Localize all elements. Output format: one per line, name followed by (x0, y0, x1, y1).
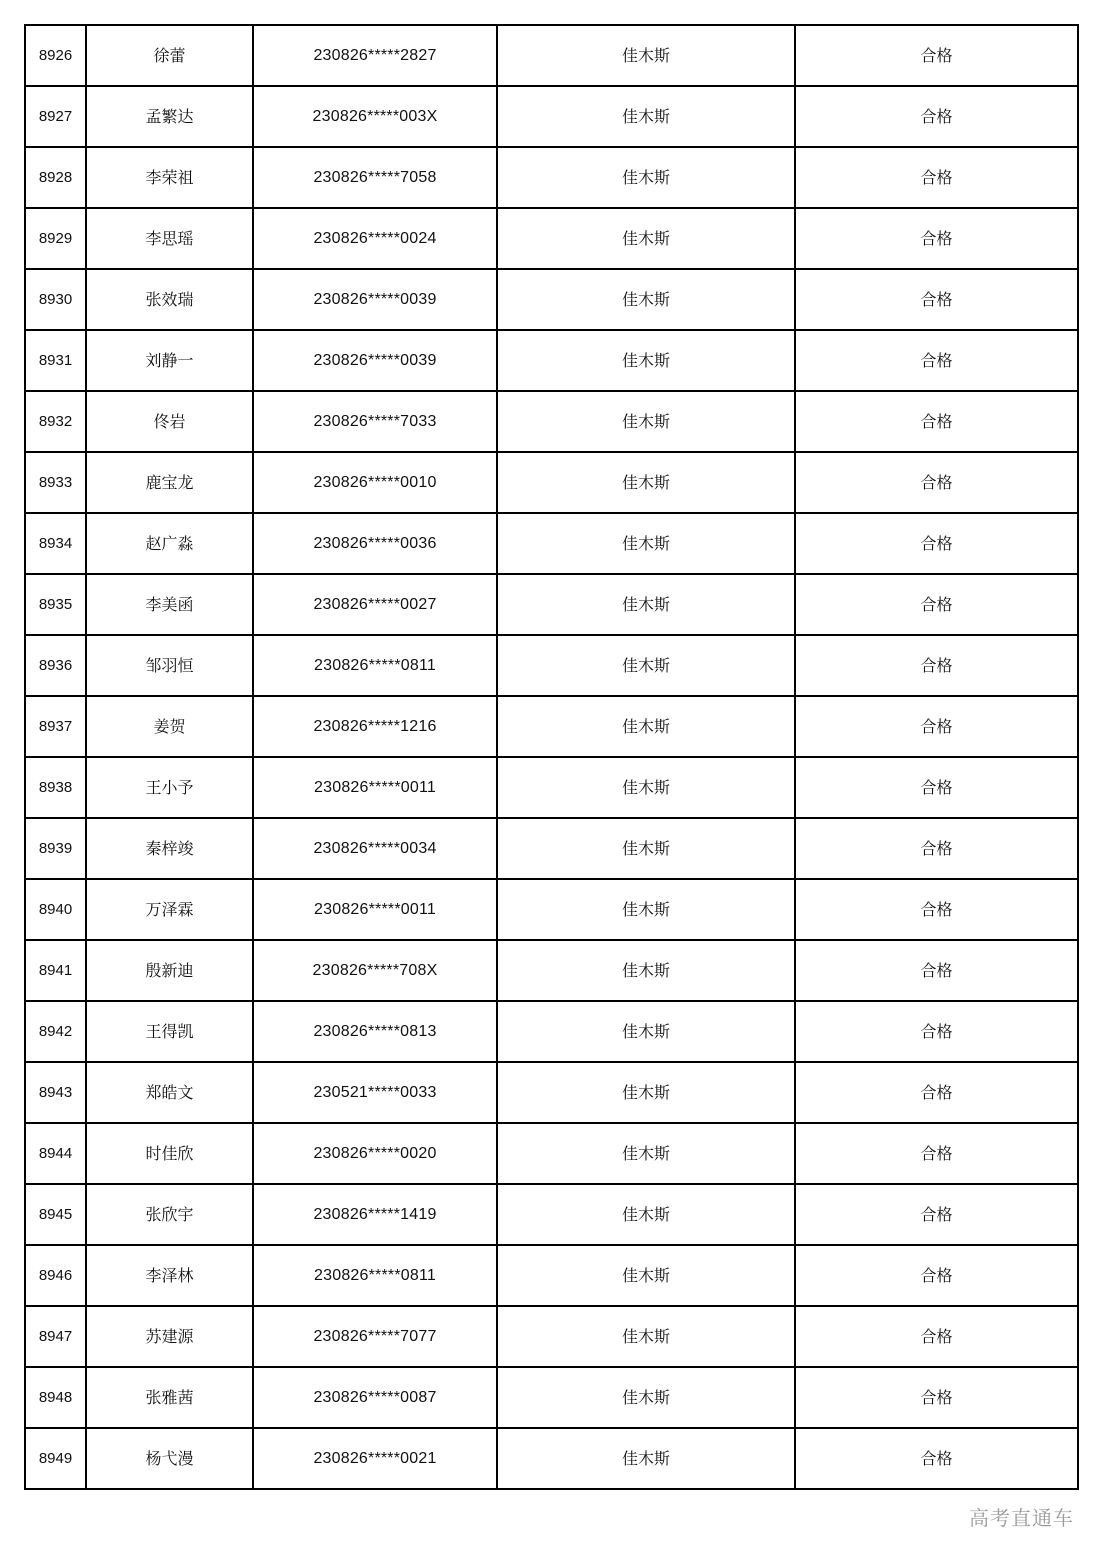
row-number: 8929 (25, 208, 86, 269)
location: 佳木斯 (497, 330, 795, 391)
row-number: 8943 (25, 1062, 86, 1123)
id-number: 230826*****1216 (253, 696, 497, 757)
table-row (25, 818, 1078, 879)
candidate-name: 苏建源 (86, 1306, 253, 1367)
result: 合格 (795, 513, 1078, 574)
row-number: 8931 (25, 330, 86, 391)
id-number: 230826*****0011 (253, 757, 497, 818)
id-number: 230826*****1419 (253, 1184, 497, 1245)
table-row (25, 1184, 1078, 1245)
id-number: 230826*****0813 (253, 1001, 497, 1062)
location: 佳木斯 (497, 1367, 795, 1428)
table-row (25, 513, 1078, 574)
table-row (25, 269, 1078, 330)
location: 佳木斯 (497, 1428, 795, 1489)
id-number: 230826*****0087 (253, 1367, 497, 1428)
table-row (25, 574, 1078, 635)
location: 佳木斯 (497, 574, 795, 635)
candidate-name: 孟繁达 (86, 86, 253, 147)
id-number: 230826*****0027 (253, 574, 497, 635)
table-row (25, 1306, 1078, 1367)
candidate-name: 时佳欣 (86, 1123, 253, 1184)
id-number: 230826*****0811 (253, 1245, 497, 1306)
candidate-name: 张欣宇 (86, 1184, 253, 1245)
table-row (25, 1367, 1078, 1428)
location: 佳木斯 (497, 1245, 795, 1306)
watermark-text: 高考直通车 (969, 1506, 1074, 1530)
table-row (25, 879, 1078, 940)
row-number: 8946 (25, 1245, 86, 1306)
table-row (25, 757, 1078, 818)
row-number: 8935 (25, 574, 86, 635)
table-row (25, 147, 1078, 208)
location: 佳木斯 (497, 147, 795, 208)
candidate-name: 鹿宝龙 (86, 452, 253, 513)
candidate-name: 王得凯 (86, 1001, 253, 1062)
candidate-name: 秦梓竣 (86, 818, 253, 879)
id-number: 230826*****708X (253, 940, 497, 1001)
result: 合格 (795, 1245, 1078, 1306)
location: 佳木斯 (497, 452, 795, 513)
results-table-container (24, 24, 1077, 1490)
row-number: 8936 (25, 635, 86, 696)
result: 合格 (795, 1367, 1078, 1428)
candidate-name: 赵广淼 (86, 513, 253, 574)
candidate-name: 李泽林 (86, 1245, 253, 1306)
location: 佳木斯 (497, 1001, 795, 1062)
location: 佳木斯 (497, 25, 795, 86)
results-table (24, 24, 1079, 1490)
row-number: 8933 (25, 452, 86, 513)
result: 合格 (795, 1123, 1078, 1184)
location: 佳木斯 (497, 391, 795, 452)
result: 合格 (795, 696, 1078, 757)
row-number: 8938 (25, 757, 86, 818)
table-row (25, 452, 1078, 513)
table-row (25, 635, 1078, 696)
result: 合格 (795, 25, 1078, 86)
row-number: 8945 (25, 1184, 86, 1245)
row-number: 8949 (25, 1428, 86, 1489)
table-row (25, 1123, 1078, 1184)
location: 佳木斯 (497, 1123, 795, 1184)
id-number: 230826*****0036 (253, 513, 497, 574)
location: 佳木斯 (497, 513, 795, 574)
result: 合格 (795, 1062, 1078, 1123)
result: 合格 (795, 1184, 1078, 1245)
id-number: 230826*****003X (253, 86, 497, 147)
id-number: 230826*****0024 (253, 208, 497, 269)
result: 合格 (795, 391, 1078, 452)
candidate-name: 姜贺 (86, 696, 253, 757)
id-number: 230826*****0039 (253, 330, 497, 391)
result: 合格 (795, 86, 1078, 147)
row-number: 8944 (25, 1123, 86, 1184)
row-number: 8927 (25, 86, 86, 147)
location: 佳木斯 (497, 208, 795, 269)
row-number: 8934 (25, 513, 86, 574)
table-row (25, 1428, 1078, 1489)
candidate-name: 李思瑶 (86, 208, 253, 269)
result: 合格 (795, 1306, 1078, 1367)
result: 合格 (795, 879, 1078, 940)
id-number: 230521*****0033 (253, 1062, 497, 1123)
result: 合格 (795, 1428, 1078, 1489)
result: 合格 (795, 1001, 1078, 1062)
table-row (25, 330, 1078, 391)
candidate-name: 佟岩 (86, 391, 253, 452)
result: 合格 (795, 452, 1078, 513)
result: 合格 (795, 818, 1078, 879)
result: 合格 (795, 635, 1078, 696)
row-number: 8940 (25, 879, 86, 940)
row-number: 8932 (25, 391, 86, 452)
candidate-name: 张雅茜 (86, 1367, 253, 1428)
result: 合格 (795, 940, 1078, 1001)
table-row (25, 25, 1078, 86)
row-number: 8930 (25, 269, 86, 330)
table-row (25, 391, 1078, 452)
row-number: 8942 (25, 1001, 86, 1062)
row-number: 8941 (25, 940, 86, 1001)
candidate-name: 刘静一 (86, 330, 253, 391)
location: 佳木斯 (497, 757, 795, 818)
row-number: 8928 (25, 147, 86, 208)
location: 佳木斯 (497, 1184, 795, 1245)
id-number: 230826*****0039 (253, 269, 497, 330)
candidate-name: 邹羽恒 (86, 635, 253, 696)
result: 合格 (795, 757, 1078, 818)
table-row (25, 208, 1078, 269)
row-number: 8939 (25, 818, 86, 879)
id-number: 230826*****0010 (253, 452, 497, 513)
location: 佳木斯 (497, 940, 795, 1001)
id-number: 230826*****7033 (253, 391, 497, 452)
result: 合格 (795, 147, 1078, 208)
row-number: 8948 (25, 1367, 86, 1428)
location: 佳木斯 (497, 879, 795, 940)
row-number: 8947 (25, 1306, 86, 1367)
location: 佳木斯 (497, 635, 795, 696)
result: 合格 (795, 269, 1078, 330)
id-number: 230826*****2827 (253, 25, 497, 86)
location: 佳木斯 (497, 818, 795, 879)
location: 佳木斯 (497, 86, 795, 147)
id-number: 230826*****0034 (253, 818, 497, 879)
location: 佳木斯 (497, 696, 795, 757)
location: 佳木斯 (497, 269, 795, 330)
table-row (25, 1245, 1078, 1306)
table-row (25, 1062, 1078, 1123)
candidate-name: 李美函 (86, 574, 253, 635)
row-number: 8937 (25, 696, 86, 757)
candidate-name: 杨弋漫 (86, 1428, 253, 1489)
table-row (25, 86, 1078, 147)
id-number: 230826*****0011 (253, 879, 497, 940)
candidate-name: 徐蕾 (86, 25, 253, 86)
candidate-name: 李荣祖 (86, 147, 253, 208)
result: 合格 (795, 208, 1078, 269)
location: 佳木斯 (497, 1306, 795, 1367)
result: 合格 (795, 330, 1078, 391)
table-row (25, 940, 1078, 1001)
id-number: 230826*****0021 (253, 1428, 497, 1489)
candidate-name: 张效瑞 (86, 269, 253, 330)
id-number: 230826*****7058 (253, 147, 497, 208)
id-number: 230826*****7077 (253, 1306, 497, 1367)
location: 佳木斯 (497, 1062, 795, 1123)
candidate-name: 王小予 (86, 757, 253, 818)
id-number: 230826*****0020 (253, 1123, 497, 1184)
row-number: 8926 (25, 25, 86, 86)
results-table-body (25, 25, 1078, 1489)
candidate-name: 万泽霖 (86, 879, 253, 940)
table-row (25, 696, 1078, 757)
candidate-name: 郑皓文 (86, 1062, 253, 1123)
candidate-name: 殷新迪 (86, 940, 253, 1001)
table-row (25, 1001, 1078, 1062)
result: 合格 (795, 574, 1078, 635)
id-number: 230826*****0811 (253, 635, 497, 696)
